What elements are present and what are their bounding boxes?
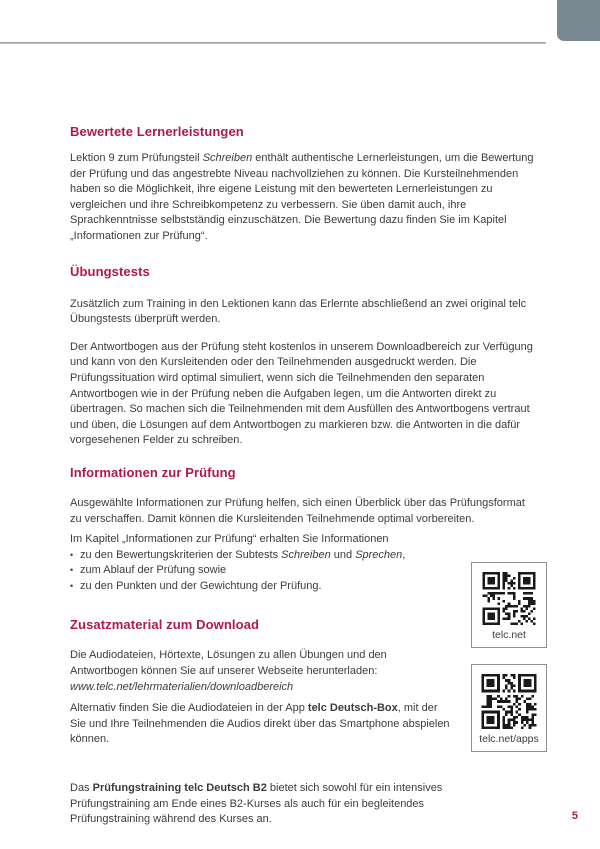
bullet-icon: • bbox=[70, 565, 74, 576]
section-heading: Bewertete Lernerleistungen bbox=[70, 124, 244, 139]
paragraph: Alternativ finden Sie die Audiodateien in der App telc Deutsch-Box, mit der Sie und Ihre Teilnehmenden die Audios direkt über das Smartphone abspielen können. bbox=[70, 702, 450, 746]
section-heading: Zusatzmaterial zum Download bbox=[70, 617, 260, 633]
paragraph: Lektion 9 zum Prüfungsteil Schreiben enthält authentische Lernerleistungen, um die Bewertung der Prüfung und das angestrebte Niveau nachvollziehen zu können. Die Kursteilnehmenden haben so die Möglichkeit, ihre eigene Leistung mit den bewerteten Lernerleistungen zu vergleichen und ihre Schreibkompetenz zu verbessern. Sie üben damit auch, ihre Sprachkenntnisse selbstständig einzuschätzen. Die Bewertung dazu finden Sie im Kapitel „Informationen zur Prüfung“. bbox=[70, 152, 534, 242]
list-item bbox=[70, 563, 536, 579]
chapter-corner-tab bbox=[557, 0, 600, 41]
paragraph: Ausgewählte Informationen zur Prüfung helfen, sich einen Überblick über das Prüfungsformat zu verschaffen. Damit können die Kursleitenden Teilnehmende optimal vorbereiten. bbox=[70, 496, 525, 525]
list-item-text: zum Ablauf der Prüfung sowie bbox=[80, 564, 227, 577]
section-uebungstests bbox=[70, 264, 536, 449]
list-item-text: zu den Punkten und der Gewichtung der Prüfung. bbox=[80, 579, 322, 592]
section-heading: Übungstests bbox=[70, 263, 150, 279]
bullet-icon: • bbox=[70, 549, 74, 560]
bullet-list bbox=[70, 548, 536, 595]
qr-label: telc.net bbox=[492, 629, 526, 641]
qr-card-telc-net-apps bbox=[471, 664, 547, 752]
list-item bbox=[70, 548, 536, 564]
qr-card-telc-net bbox=[471, 562, 547, 648]
page-content bbox=[70, 124, 536, 828]
list-intro: Im Kapitel „Informationen zur Prüfung“ erhalten Sie Informationen bbox=[70, 533, 389, 546]
section-informationen-zur-pruefung bbox=[70, 465, 536, 595]
list-item bbox=[70, 579, 536, 595]
paragraph: Zusätzlich zum Training in den Lektionen kann das Erlernte abschließend an zwei original telc Übungstests überprüft werden. bbox=[70, 297, 527, 326]
header-rule bbox=[0, 42, 546, 44]
qr-code-telc-net bbox=[481, 572, 537, 625]
bullet-icon: • bbox=[70, 580, 74, 591]
paragraph: Die Audiodateien, Hörtexte, Lösungen zu allen Übungen und den Antwortbogen können Sie auf unserer Webseite herunterladen: www.telc.net/lehrmaterialien/downloadbereich bbox=[70, 649, 387, 693]
paragraph: Das Prüfungstraining telc Deutsch B2 bietet sich sowohl für ein intensives Prüfungstraining am Ende eines B2-Kurses als auch für ein begleitendes Prüfungstraining während des Kurses an. bbox=[70, 782, 443, 826]
qr-label: telc.net/apps bbox=[479, 733, 539, 745]
list-item-text: zu den Bewertungskriterien der Subtests Schreiben und Sprechen, bbox=[80, 548, 406, 561]
qr-code-telc-net-apps bbox=[481, 674, 537, 729]
page-number: 5 bbox=[571, 810, 578, 822]
section-heading: Informationen zur Prüfung bbox=[70, 464, 236, 480]
section-bewertete-lernerleistungen bbox=[70, 124, 536, 245]
section-zusatzmaterial-zum-download bbox=[70, 617, 536, 827]
paragraph: Der Antwortbogen aus der Prüfung steht kostenlos in unserem Downloadbereich zur Verfügung und kann von den Kursleitenden oder den Teilnehmenden ausgedruckt werden. Die Prüfungssituation wird optimal simuliert, wenn sich die Teilnehmenden den separaten Antwortbogen wie in der Prüfung neben die Aufgaben legen, um die Antworten direkt zu übertragen. So machen sich die Teilnehmenden mit dem Ausfüllen des Antwortbogens vertraut und üben, die Lösungen auf dem Antwortbogen zu markieren bzw. die Antworten in die dafür vorgesehenen Felder zu schreiben. bbox=[70, 340, 533, 447]
